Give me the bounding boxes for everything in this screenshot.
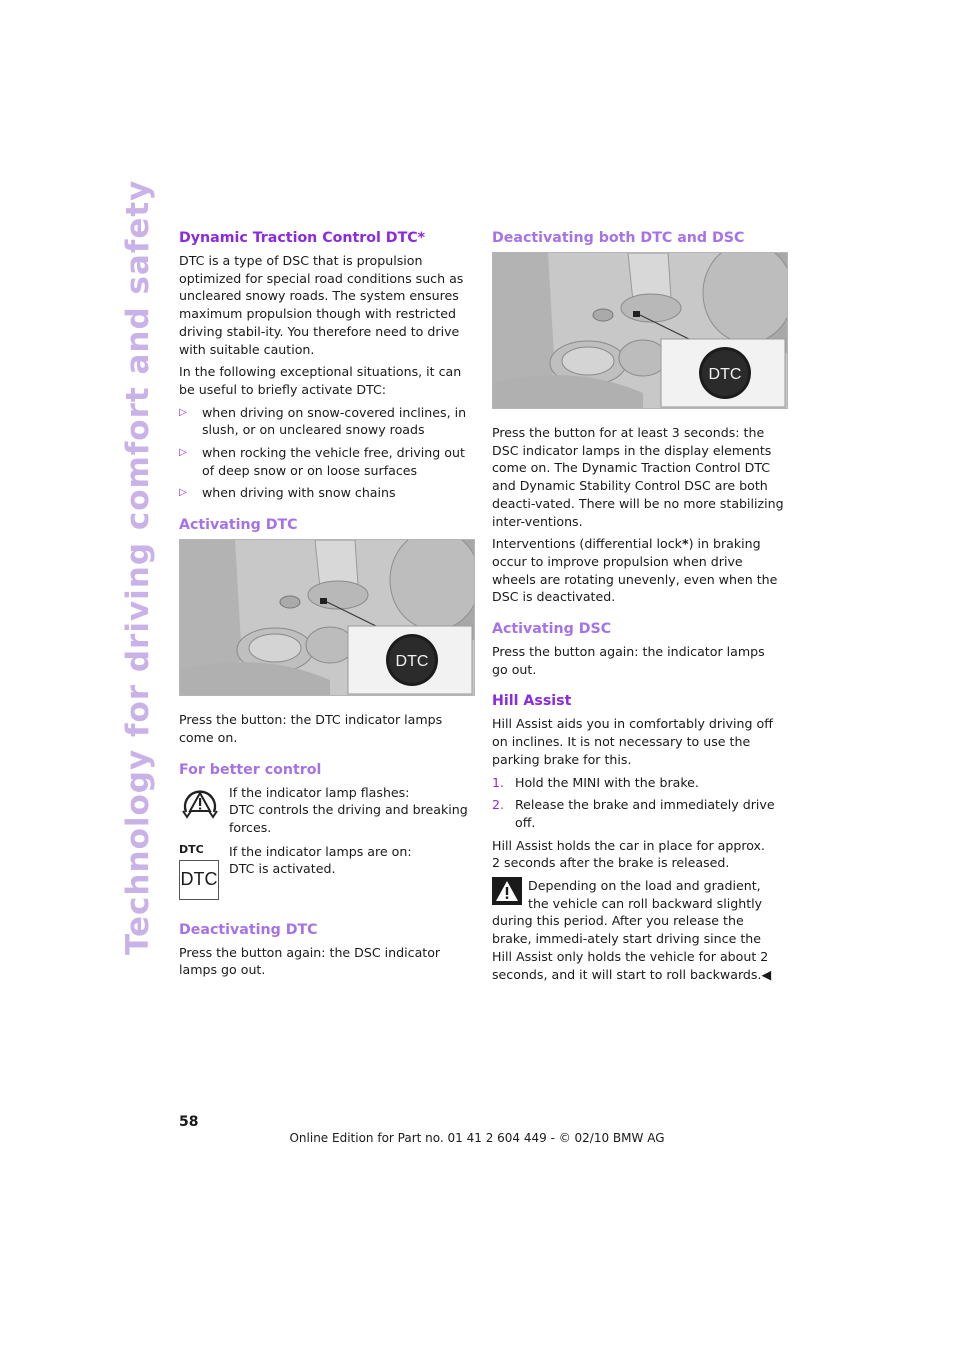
page-number: 58 (179, 1114, 199, 1130)
deactivating-both-heading: Deactivating both DTC and DSC (492, 230, 745, 246)
list-item: ▷ when driving with snow chains (179, 485, 396, 501)
hill-assist-paragraph-2: Hill Assist holds the car in place for approx. 2 seconds after the brake is released. (492, 837, 766, 871)
situation-list (179, 404, 471, 503)
dtc-heading: Dynamic Traction Control DTC* (179, 230, 426, 246)
center-console-illustration (180, 540, 474, 695)
flash-indicator-row (179, 784, 471, 837)
flash-line-2: DTC controls the driving and breaking forces. (229, 802, 468, 835)
activating-dtc-heading: Activating DTC (179, 517, 298, 534)
list-item: 2. Release the brake and immediately drive off. (492, 797, 775, 830)
list-item: 1. Hold the MINI with the brake. (492, 774, 699, 790)
activating-dsc-heading: Activating DSC (492, 621, 612, 638)
footer: Online Edition for Part no. 01 41 2 604 449 - © 02/10 BMW AG (289, 1131, 665, 1145)
better-control-heading: For better control (179, 761, 322, 778)
flash-line-1: If the indicator lamp flashes: (229, 784, 410, 800)
center-console-illustration (493, 253, 787, 408)
warning-triangle-icon (492, 877, 522, 905)
activating-dtc-paragraph: Press the button: the DTC indicator lamps come on. (179, 712, 443, 745)
dtc-paragraph-2: In the following exceptional situations, it can be useful to briefly activate DTC: (179, 364, 462, 397)
on-line-1: If the indicator lamps are on: (229, 843, 412, 859)
hill-assist-heading: Hill Assist (492, 693, 572, 710)
deactivating-both-paragraph-1: Press the button for at least 3 seconds: the DSC indicator lamps in the display elements come on. The Dynamic Traction Control DTC and Dynamic Stability Control DSC are both deacti-vated. There will be no more stabilizing inter-ventions. (492, 425, 784, 529)
photo-dtc-label: DTC (395, 653, 429, 671)
activating-dsc-paragraph: Press the button again: the indicator lamps go out. (492, 644, 765, 677)
dtc-button-symbol: DTC (179, 860, 219, 900)
list-item: ▷ when rocking the vehicle free, driving out of deep snow or on loose surfaces (179, 445, 465, 478)
on-indicator-row (179, 843, 471, 911)
triangle-bullet-icon: ▷ (179, 487, 187, 499)
console-photo-deactivating (492, 252, 788, 409)
deactivating-dtc-paragraph: Press the button again: the DSC indicator lamps go out. (179, 944, 441, 978)
dtc-indicator-icon (179, 843, 219, 900)
dtc-small-label: DTC (179, 842, 204, 856)
triangle-bullet-icon: ▷ (179, 406, 187, 418)
hill-assist-warning: Depending on the load and gradient, the vehicle can roll backward slightly during this period. After you release the brake, immedi-ately start driving since the Hill Assist only holds the vehicle for about 2 seconds, and it will start to roll backwards.◀ (492, 878, 772, 982)
hill-assist-paragraph-1: Hill Assist aids you in comfortably driving off on inclines. It is not necessary to use the parking brake for this. (492, 716, 773, 767)
photo-dtc-label: DTC (708, 366, 742, 383)
left-column (179, 229, 471, 984)
dtc-paragraph-1: DTC is a type of DSC that is propulsion optimized for special road conditions such as uncleared snowy roads. The system ensures maximum propulsion though with restricted driving stabil-ity. You therefore need to drive with suitable caution. (179, 253, 464, 357)
list-item: ▷ when driving on snow-covered inclines, in slush, or on uncleared snowy roads (179, 404, 467, 438)
triangle-bullet-icon: ▷ (179, 447, 187, 459)
console-photo-activating (179, 539, 475, 696)
dsc-warning-lamp-icon (179, 784, 221, 831)
on-line-2: DTC is activated. (229, 861, 336, 877)
end-mark-icon: ◀ (761, 966, 772, 982)
right-column (492, 229, 784, 988)
hill-assist-steps (492, 774, 784, 832)
side-title: Technology for driving comfort and safety (120, 179, 156, 955)
deactivating-dtc-heading: Deactivating DTC (179, 921, 318, 938)
deactivating-both-paragraph-2: Interventions (differential lock*) in braking occur to improve propulsion when drive wheels are rotating unevenly, even when the DSC is deactivated. (492, 536, 778, 605)
